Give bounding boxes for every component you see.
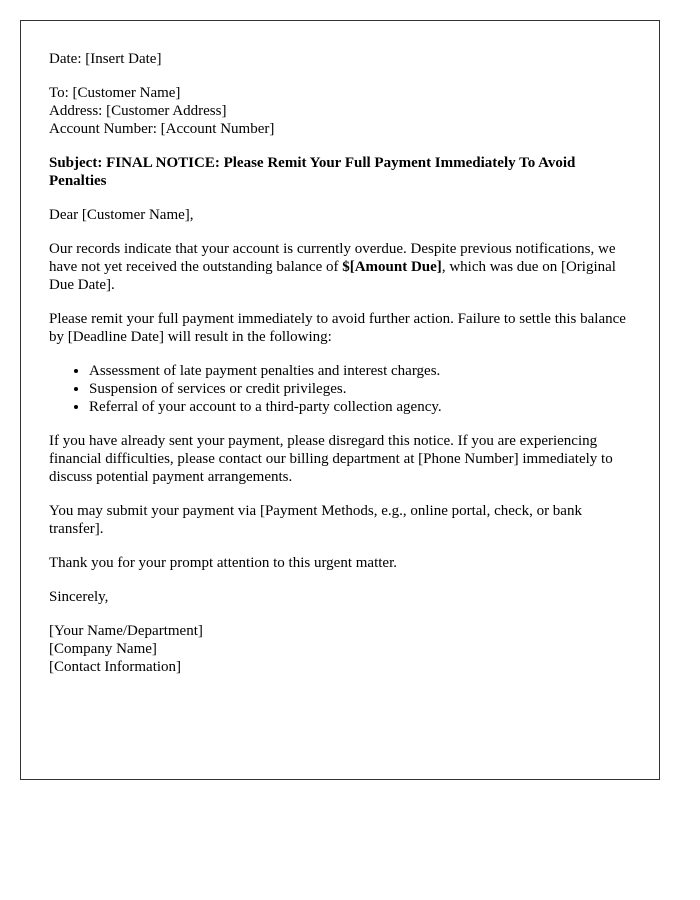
list-item: • Assessment of late payment penalties and interest charges.	[89, 362, 631, 380]
recipient-name: To: [Customer Name]	[49, 85, 181, 101]
signature-block	[49, 622, 631, 676]
letter-page	[20, 20, 660, 780]
list-item: • Referral of your account to a third-party collection agency.	[89, 398, 631, 416]
paragraph-thanks: Thank you for your prompt attention to this urgent matter.	[49, 555, 397, 571]
paragraph-overdue	[49, 240, 631, 294]
amount-due: $[Amount Due]	[342, 259, 442, 275]
date-line: Date: [Insert Date]	[49, 51, 162, 67]
paragraph-payment-methods: You may submit your payment via [Payment Methods, e.g., online portal, check, or bank transfer].	[49, 503, 582, 537]
paragraph-overdue-text-1: Our records indicate that your account is currently overdue. Despite previous notifications, we have not yet received the outstanding balance of	[49, 241, 616, 275]
signature-contact: [Contact Information]	[49, 659, 182, 675]
subject-line: Subject: FINAL NOTICE: Please Remit Your Full Payment Immediately To Avoid Penalties	[49, 155, 576, 189]
recipient-block	[49, 84, 631, 138]
consequences-list	[49, 362, 631, 416]
paragraph-overdue-text-2: , which was due on [Original Due Date].	[49, 259, 616, 293]
list-item: • Suspension of services or credit privileges.	[89, 380, 631, 398]
signature-name: [Your Name/Department]	[49, 623, 203, 639]
recipient-address: Address: [Customer Address]	[49, 103, 227, 119]
account-number: Account Number: [Account Number]	[49, 121, 275, 137]
paragraph-disregard: If you have already sent your payment, please disregard this notice. If you are experiencing financial difficulties, please contact our billing department at [Phone Number] immediately to discuss potential payment arrangements.	[49, 433, 613, 485]
signature-company: [Company Name]	[49, 641, 157, 657]
salutation: Dear [Customer Name],	[49, 207, 194, 223]
closing: Sincerely,	[49, 589, 109, 605]
paragraph-remit: Please remit your full payment immediately to avoid further action. Failure to settle this balance by [Deadline Date] will result in the following:	[49, 311, 626, 345]
